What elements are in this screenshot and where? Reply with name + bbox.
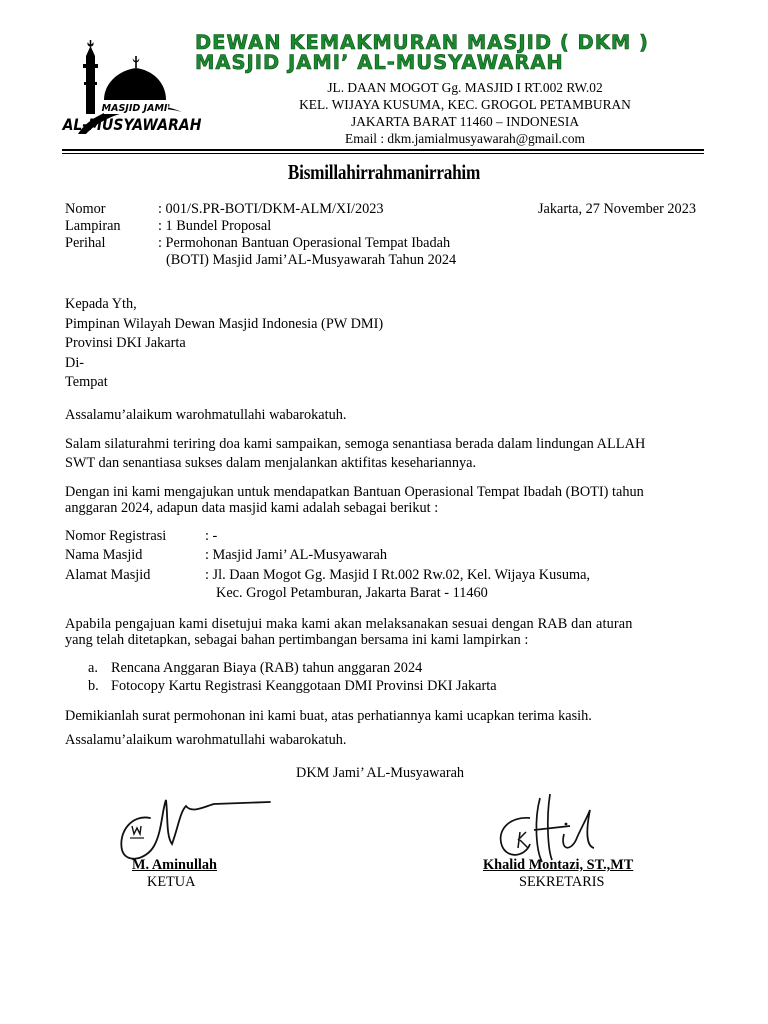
paragraph-2-line-2: anggaran 2024, adapun data masjid kami adalah sebagai berikut : xyxy=(65,500,439,516)
mosque-address-value-2: Kec. Grogol Petamburan, Jakarta Barat - 11460 xyxy=(216,585,488,601)
org-name-line1: DEWAN KEMAKMURAN MASJID ( DKM ) xyxy=(195,31,649,54)
mosque-address-label: Alamat Masjid xyxy=(65,567,151,583)
address-line-1: JL. DAAN MOGOT Gg. MASJID I RT.002 RW.02 xyxy=(327,80,603,95)
org-name-line2: MASJID JAMI’ AL-MUSYAWARAH xyxy=(195,51,564,74)
perihal-label: Perihal xyxy=(65,235,106,251)
list-marker-b: b. xyxy=(88,678,99,694)
header-divider-thin xyxy=(62,153,704,154)
recipient-line-5: Tempat xyxy=(65,374,108,390)
paragraph-3-line-2: yang telah ditetapkan, sebagai bahan pertimbangan bersama ini kami lampirkan : xyxy=(65,632,529,648)
email-line: Email : dkm.jamialmusyawarah@gmail.com xyxy=(345,131,585,146)
recipient-line-2: Pimpinan Wilayah Dewan Masjid Indonesia (PW DMI) xyxy=(65,316,384,332)
header-divider xyxy=(62,149,704,151)
list-item-a: Rencana Anggaran Biaya (RAB) tahun anggaran 2024 xyxy=(111,660,423,676)
lampiran-value: : 1 Bundel Proposal xyxy=(158,218,272,234)
closing-statement: Demikianlah surat permohonan ini kami buat, atas perhatiannya kami ucapkan terima kasih. xyxy=(65,708,592,724)
mosque-logo xyxy=(62,38,202,142)
mosque-address-value-1: : Jl. Daan Mogot Gg. Masjid I Rt.002 Rw.02, Kel. Wijaya Kusuma, xyxy=(205,567,591,583)
signing-organization: DKM Jami’ AL-Musyawarah xyxy=(296,765,465,781)
nomor-label: Nomor xyxy=(65,201,106,217)
basmalah-heading: Bismillahirrahmanirrahim xyxy=(287,160,481,184)
paragraph-2-line-1: Dengan ini kami mengajukan untuk mendapatkan Bantuan Operasional Tempat Ibadah (BOTI) tahun xyxy=(65,484,644,500)
perihal-value-2: (BOTI) Masjid Jami’AL-Musyawarah Tahun 2024 xyxy=(166,252,457,268)
greeting: Assalamu’alaikum warohmatullahi wabarokatuh. xyxy=(65,407,347,423)
paragraph-1-line-2: SWT dan senantiasa sukses dalam menjalankan aktifitas kesehariannya. xyxy=(65,455,477,471)
signature-left xyxy=(110,788,280,868)
right-signatory-title: SEKRETARIS xyxy=(519,874,605,890)
address-line-3: JAKARTA BARAT 11460 – INDONESIA xyxy=(350,114,579,129)
recipient-line-4: Di- xyxy=(65,355,85,371)
registration-value: : - xyxy=(205,528,218,544)
logo-text-bottom: AL-MUSYAWARAH xyxy=(62,115,202,135)
registration-label: Nomor Registrasi xyxy=(65,528,167,544)
nomor-value: : 001/S.PR-BOTI/DKM-ALM/XI/2023 xyxy=(158,201,384,217)
left-signatory-title: KETUA xyxy=(147,874,196,890)
perihal-value-1: : Permohonan Bantuan Operasional Tempat Ibadah xyxy=(158,235,451,251)
lampiran-label: Lampiran xyxy=(65,218,121,234)
left-signatory-name: M. Aminullah xyxy=(132,857,218,873)
list-item-b: Fotocopy Kartu Registrasi Keanggotaan DMI Provinsi DKI Jakarta xyxy=(111,678,497,694)
paragraph-3-line-1: Apabila pengajuan kami disetujui maka kami akan melaksanakan sesuai dengan RAB dan aturan xyxy=(65,616,633,632)
list-marker-a: a. xyxy=(88,660,98,676)
mosque-name-label: Nama Masjid xyxy=(65,547,143,563)
closing-greeting: Assalamu’alaikum warohmatullahi wabarokatuh. xyxy=(65,732,347,748)
mosque-name-value: : Masjid Jami’ AL-Musyawarah xyxy=(205,547,387,563)
recipient-line-3: Provinsi DKI Jakarta xyxy=(65,335,186,351)
address-line-2: KEL. WIJAYA KUSUMA, KEC. GROGOL PETAMBURAN xyxy=(299,97,631,112)
right-signatory-name: Khalid Montazi, ST.,MT xyxy=(483,857,634,873)
paragraph-1-line-1: Salam silaturahmi teriring doa kami sampaikan, semoga senantiasa berada dalam lindungan ALLAH xyxy=(65,436,646,452)
recipient-line-1: Kepada Yth, xyxy=(65,296,137,312)
letter-date: Jakarta, 27 November 2023 xyxy=(537,201,696,217)
logo-text-top: MASJID JAMI' xyxy=(101,103,171,114)
